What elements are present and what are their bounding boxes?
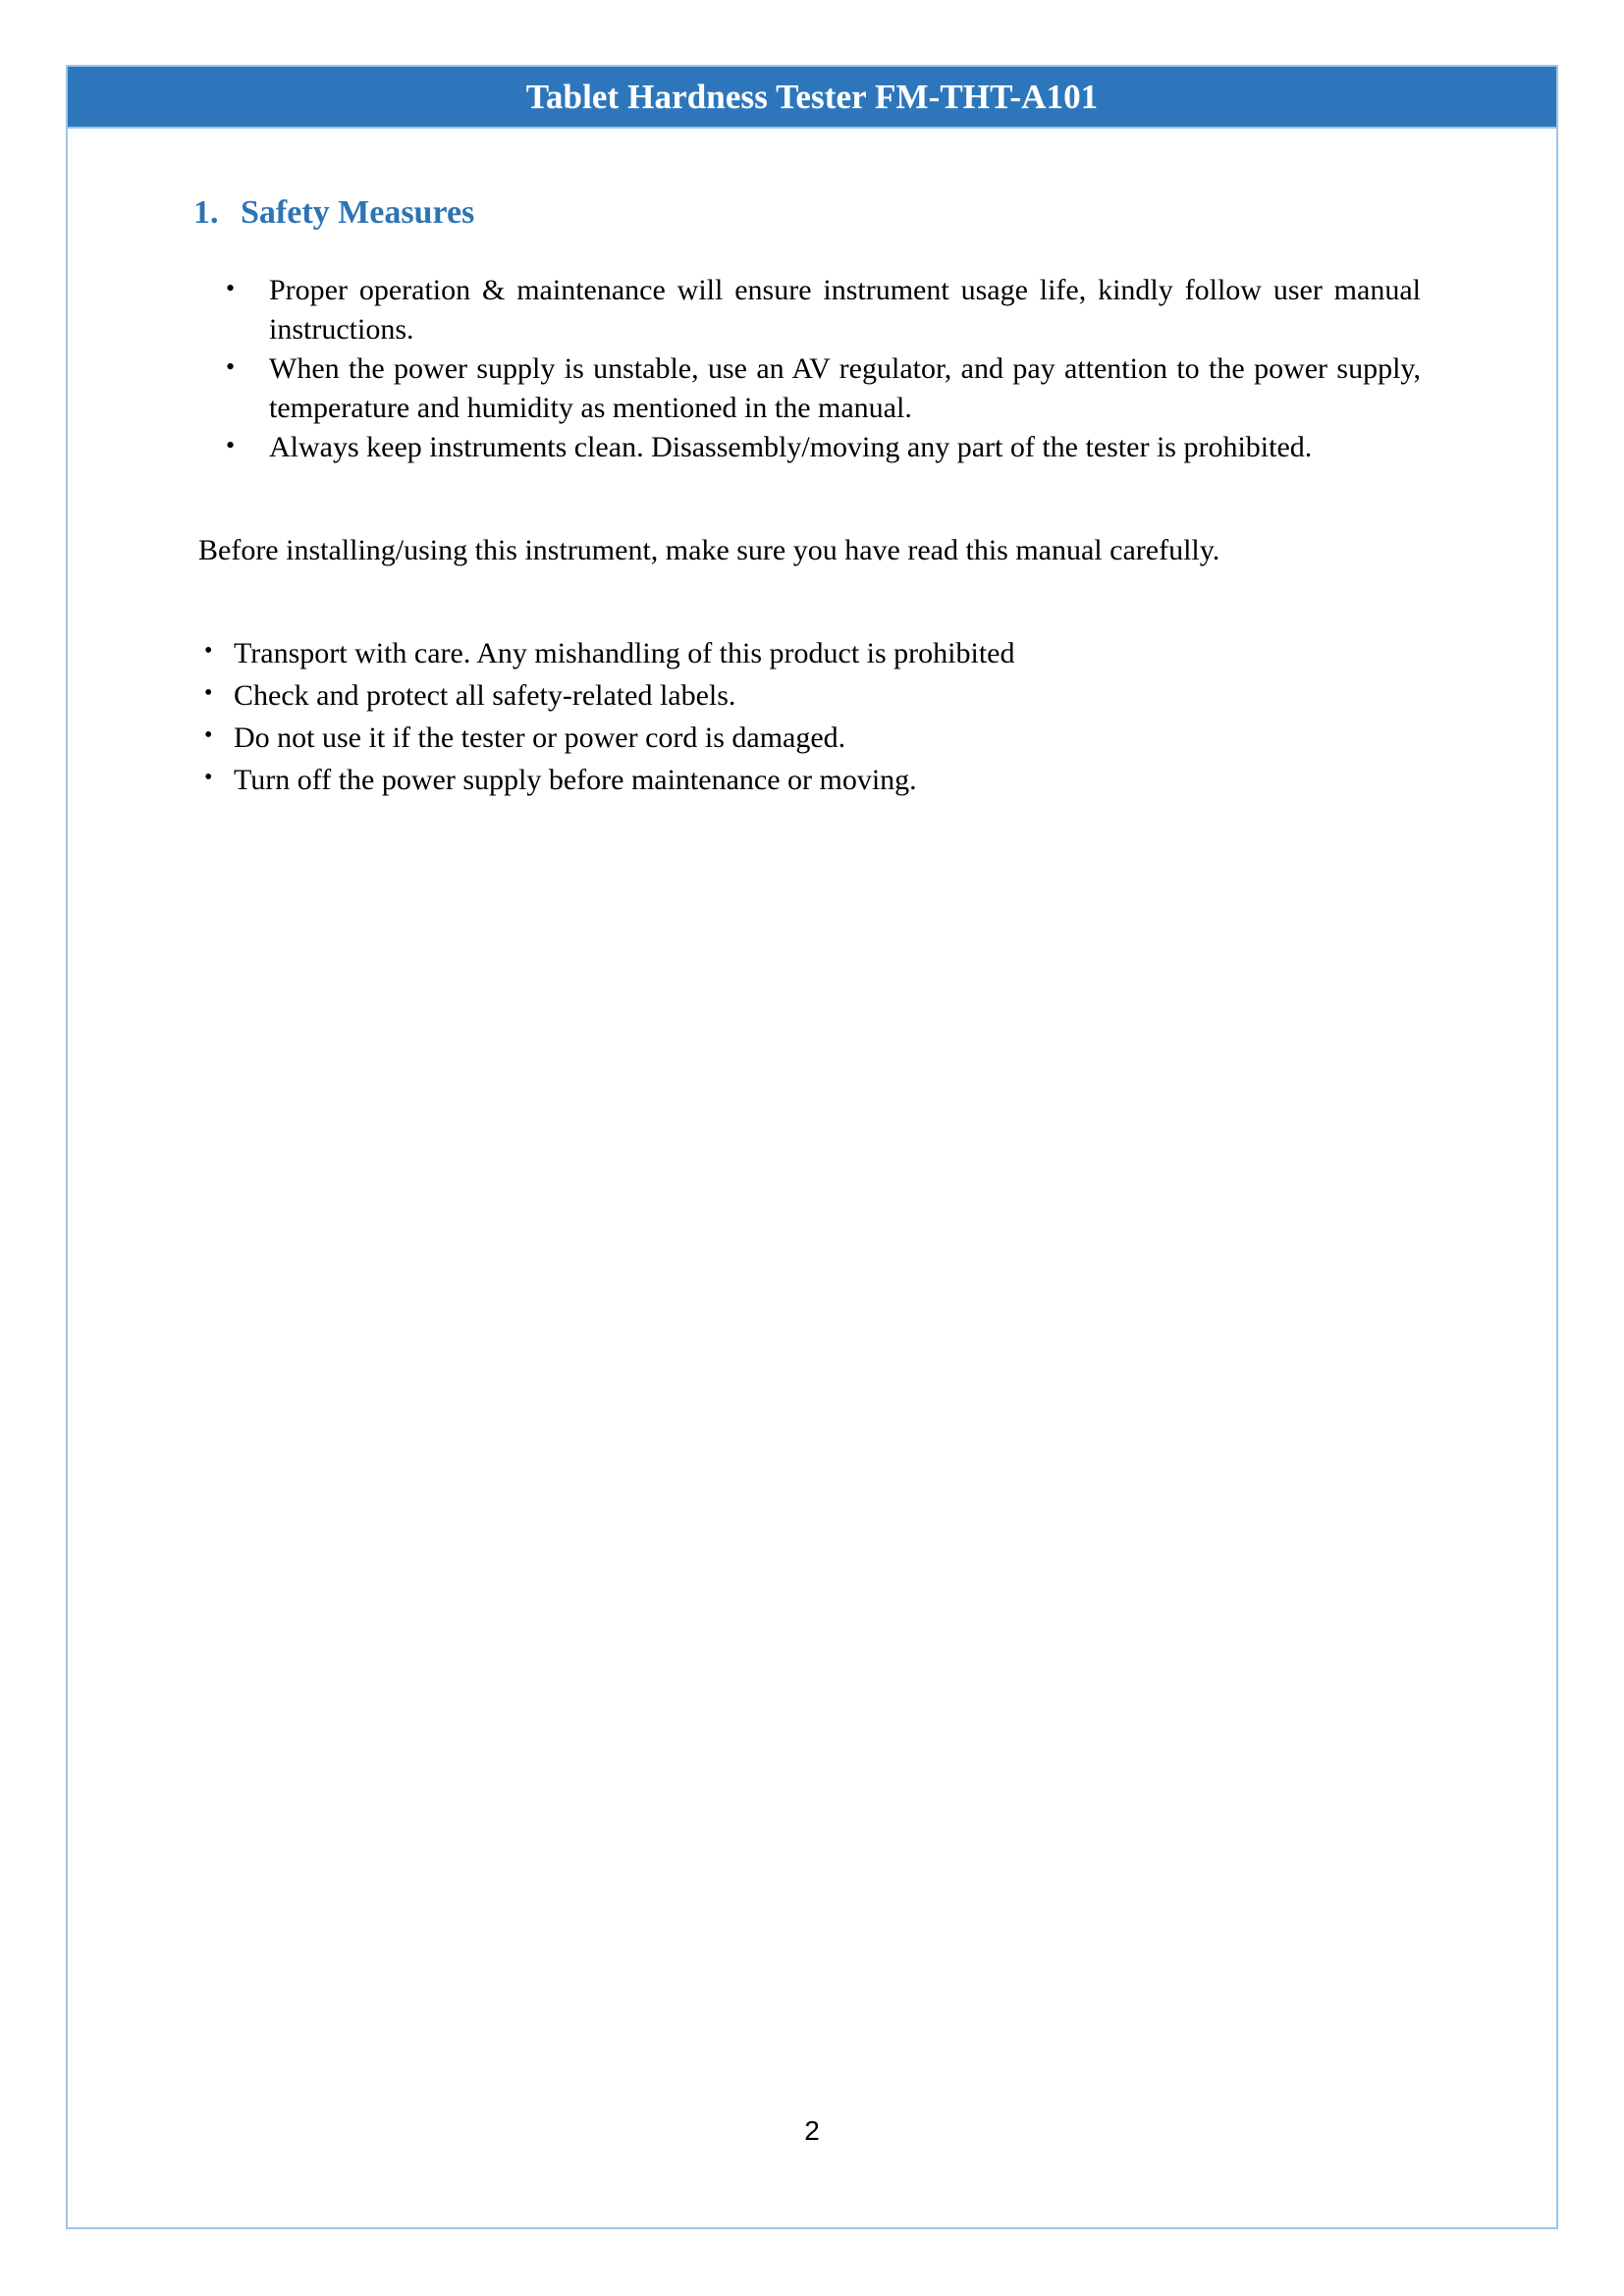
list-item <box>198 271 1421 349</box>
list-item <box>198 723 1421 753</box>
list-item <box>198 349 1421 428</box>
list-item-text: Turn off the power supply before maintenance or moving. <box>234 764 917 796</box>
list-item <box>198 766 1421 795</box>
bullet-list-secondary <box>198 639 1421 808</box>
bullet-icon: • <box>204 765 213 790</box>
page-number: 2 <box>804 2115 820 2146</box>
list-item <box>198 681 1421 711</box>
document-title: Tablet Hardness Tester FM-THT-A101 <box>525 78 1099 116</box>
list-item-text: Proper operation & maintenance will ensure instrument usage life, kindly follow user manual instructions. <box>269 274 1421 346</box>
body-paragraph: Before installing/using this instrument, make sure you have read this manual carefully. <box>198 534 1220 566</box>
document-header-banner <box>66 65 1558 129</box>
section-title: Safety Measures <box>241 194 475 231</box>
bullet-icon: • <box>204 680 213 706</box>
bullet-icon: • <box>226 274 236 302</box>
bullet-icon: • <box>226 430 236 459</box>
list-item-text: When the power supply is unstable, use an AV regulator, and pay attention to the power supply, temperature and humidity as mentioned in the manual. <box>269 351 1421 424</box>
bullet-list-primary <box>198 271 1421 466</box>
list-item-text: Do not use it if the tester or power cord is damaged. <box>234 721 846 754</box>
list-item-text: Always keep instruments clean. Disassembly/moving any part of the tester is prohibited. <box>269 430 1313 463</box>
bullet-icon: • <box>204 722 213 748</box>
list-item-text: Transport with care. Any mishandling of this product is prohibited <box>234 637 1015 669</box>
section-number: 1. <box>193 194 219 231</box>
document-content <box>66 129 1558 2229</box>
list-item <box>198 639 1421 668</box>
bullet-icon: • <box>204 638 213 664</box>
list-item <box>198 428 1421 467</box>
section-heading-safety-measures <box>193 193 474 232</box>
list-item-text: Check and protect all safety-related labels. <box>234 679 736 712</box>
bullet-icon: • <box>226 351 236 381</box>
